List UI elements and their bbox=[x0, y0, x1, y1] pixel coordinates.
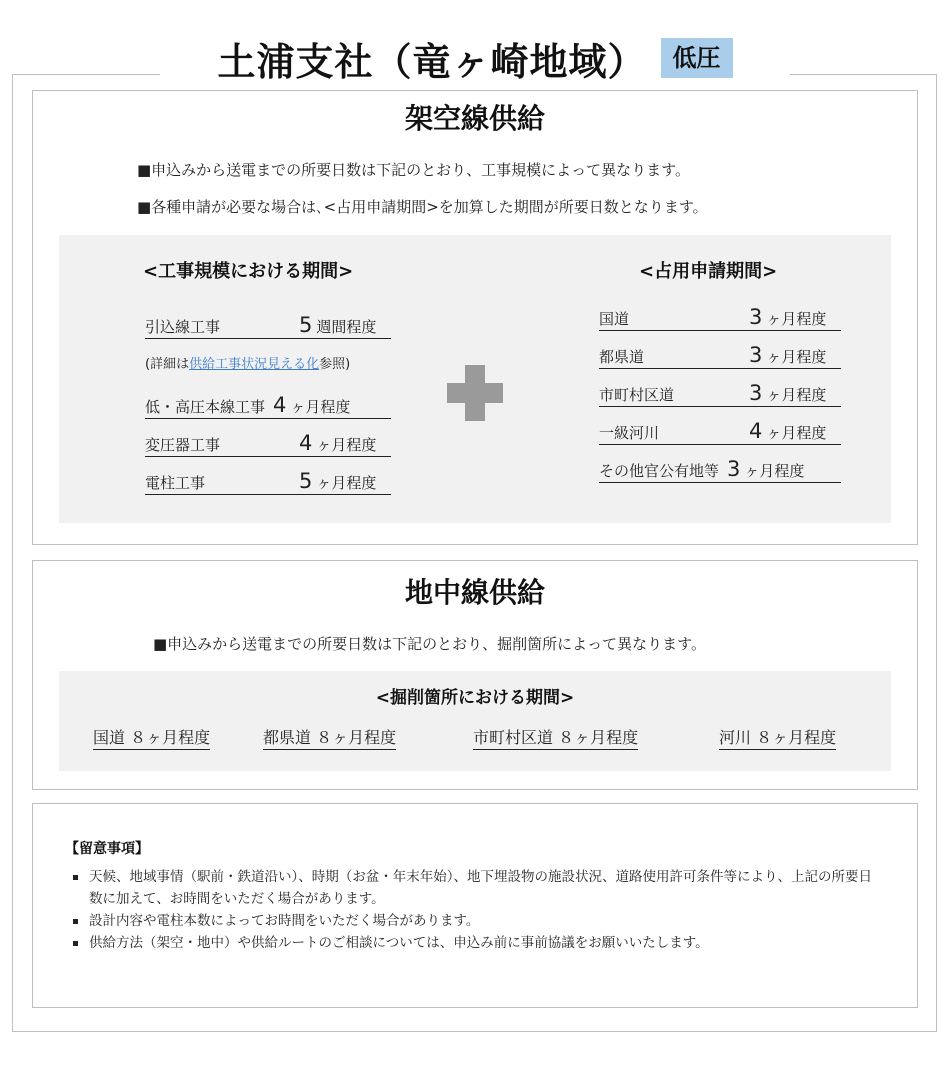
detail-prefix: (詳細は bbox=[145, 357, 190, 372]
note-item: 設計内容や電柱本数によってお時間をいただく場合があります。 bbox=[83, 910, 883, 932]
overhead-note-2: ■各種申請が必要な場合は､<占用申請期間>を加算した期間が所要日数となります。 bbox=[137, 198, 708, 216]
occupancy-number: 3 bbox=[749, 343, 763, 367]
period-number: 4 bbox=[273, 393, 287, 417]
period-unit: ヶ月程度 bbox=[290, 398, 351, 416]
excavation-item-river: 河川 ８ヶ月程度 bbox=[719, 725, 836, 750]
period-unit: 週間程度 bbox=[316, 318, 377, 336]
period-label: 引込線工事 bbox=[145, 318, 221, 336]
occupancy-label: その他官公有地等 bbox=[599, 462, 720, 480]
excavation-item-prefectural-road: 都県道 ８ヶ月程度 bbox=[263, 725, 396, 750]
overhead-title: 架空線供給 bbox=[404, 102, 545, 135]
period-unit: ヶ月程度 bbox=[316, 436, 377, 454]
occupancy-unit: ヶ月程度 bbox=[766, 386, 827, 404]
occupancy-label: 市町村区道 bbox=[599, 386, 675, 404]
period-label: 電柱工事 bbox=[145, 474, 206, 492]
plus-icon bbox=[447, 365, 503, 421]
occupancy-number: 3 bbox=[749, 305, 763, 329]
note-item: 天候、地域事情（駅前・鉄道沿い）、時期（お盆・年末年始）、地下埋設物の施設状況、道路使用許可条件等により、上記の所要日数に加えて、お時間をいただく場合があります。 bbox=[83, 866, 883, 910]
occupancy-unit: ヶ月程度 bbox=[744, 462, 805, 480]
occupancy-unit: ヶ月程度 bbox=[766, 348, 827, 366]
occupancy-label: 一級河川 bbox=[599, 424, 660, 442]
excavation-item-national-road: 国道 ８ヶ月程度 bbox=[93, 725, 210, 750]
excavation-heading: <掘削箇所における期間> bbox=[375, 688, 575, 708]
occupancy-number: 3 bbox=[749, 381, 763, 405]
supply-status-link[interactable]: 供給工事状況見える化 bbox=[189, 357, 320, 372]
period-label: 変圧器工事 bbox=[145, 436, 221, 454]
period-row-transformer bbox=[145, 431, 391, 457]
detail-note bbox=[145, 353, 350, 372]
underground-title: 地中線供給 bbox=[404, 576, 545, 609]
period-row-main-line bbox=[145, 393, 391, 419]
period-number: 5 bbox=[299, 469, 313, 493]
period-unit: ヶ月程度 bbox=[316, 474, 377, 492]
period-row-pole bbox=[145, 469, 391, 495]
occupancy-row-municipal-road bbox=[599, 381, 841, 407]
overhead-period-panel bbox=[59, 235, 891, 523]
underground-supply-section bbox=[32, 560, 918, 790]
occupancy-row-prefectural-road bbox=[599, 343, 841, 369]
notes-list bbox=[83, 866, 883, 954]
occupancy-label: 都県道 bbox=[599, 348, 645, 366]
occupancy-number: 3 bbox=[727, 457, 741, 481]
page-header bbox=[160, 28, 790, 88]
page-title: 土浦支社（竜ヶ崎地域） bbox=[217, 39, 647, 84]
excavation-period-panel bbox=[59, 671, 891, 771]
period-number: 4 bbox=[299, 431, 313, 455]
underground-note: ■申込みから送電までの所要日数は下記のとおり、掘削箇所によって異なります。 bbox=[153, 635, 706, 653]
occupancy-number: 4 bbox=[749, 419, 763, 443]
notes-heading: 【留意事項】 bbox=[65, 841, 149, 857]
note-item: 供給方法（架空・地中）や供給ルートのご相談については、申込み前に事前協議をお願いいたします。 bbox=[83, 932, 883, 954]
occupancy-row-class-a-river bbox=[599, 419, 841, 445]
occupancy-label: 国道 bbox=[599, 310, 630, 328]
occupancy-heading: <占用申請期間> bbox=[639, 261, 778, 282]
overhead-note-1: ■申込みから送電までの所要日数は下記のとおり、工事規模によって異なります。 bbox=[137, 161, 690, 179]
construction-scale-heading: <工事規模における期間> bbox=[143, 261, 354, 282]
notes-section bbox=[32, 803, 918, 1008]
period-row-service-drop bbox=[145, 313, 391, 339]
detail-suffix: 参照) bbox=[319, 357, 351, 372]
period-label: 低・高圧本線工事 bbox=[145, 398, 266, 416]
occupancy-row-other-public-land bbox=[599, 457, 841, 483]
overhead-supply-section bbox=[32, 90, 918, 545]
occupancy-unit: ヶ月程度 bbox=[766, 424, 827, 442]
occupancy-unit: ヶ月程度 bbox=[766, 310, 827, 328]
voltage-badge: 低圧 bbox=[661, 38, 733, 79]
excavation-item-municipal-road: 市町村区道 ８ヶ月程度 bbox=[473, 725, 638, 750]
occupancy-row-national-road bbox=[599, 305, 841, 331]
period-number: 5 bbox=[299, 313, 313, 337]
